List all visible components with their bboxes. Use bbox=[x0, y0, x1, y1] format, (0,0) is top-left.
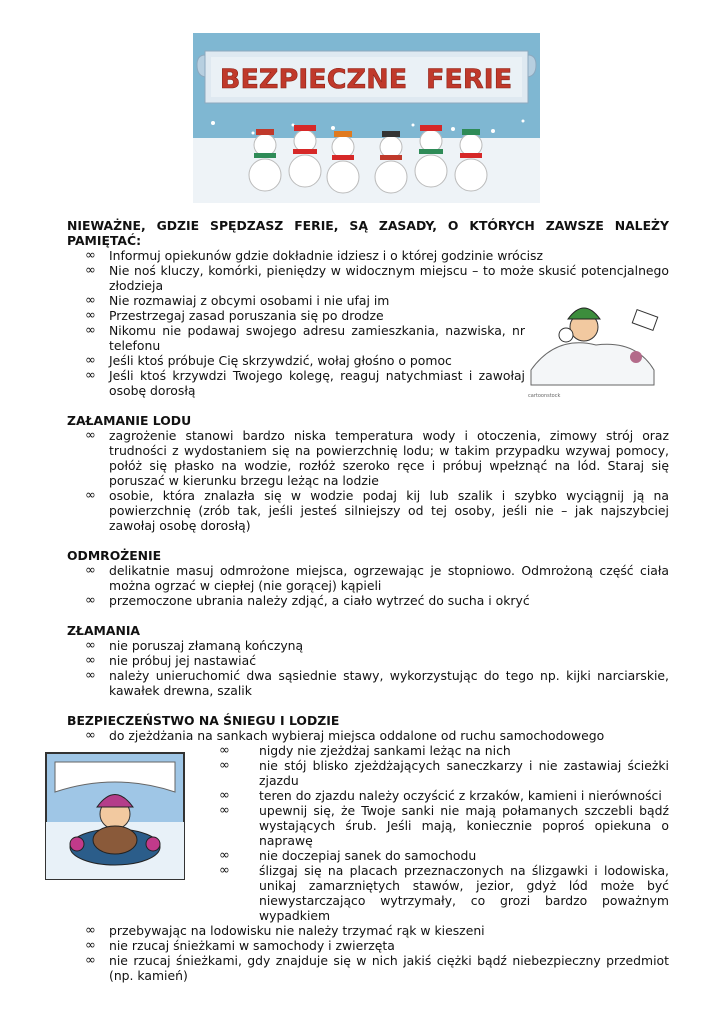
list-item: ∞ nie rzucaj śnieżkami, gdy znajduje się w nich jakiś ciężki bądź niebezpieczny przedmiot (np. kamień) bbox=[85, 953, 669, 983]
intro-heading: NIEWAŻNE, GDZIE SPĘDZASZ FERIE, SĄ ZASADY, O KTÓRYCH ZAWSZE NALEŻY PAMIĘTAĆ: bbox=[67, 218, 669, 248]
list-item: ∞ Jeśli ktoś próbuje Cię skrzywdzić, wołaj głośno o pomoc bbox=[85, 353, 452, 368]
bullet-icon: ∞ bbox=[85, 953, 96, 968]
list-item: ∞ nie próbuj jej nastawiać bbox=[85, 653, 257, 668]
snow-heading: BEZPIECZEŃSTWO NA ŚNIEGU I LODZIE bbox=[67, 713, 340, 728]
list-item: ∞ Nie noś kluczy, komórki, pieniędzy w widocznym miejscu – to może skusić potencjalnego złodzieja bbox=[85, 263, 669, 293]
bullet-icon: ∞ bbox=[85, 263, 96, 278]
bullet-icon: ∞ bbox=[85, 308, 96, 323]
list-item: ∞ delikatnie masuj odmrożone miejsca, ogrzewając je stopniowo. Odmrożoną część ciała można ogrzać w ciepłej (nie gorącej) kąpieli bbox=[85, 563, 669, 593]
bezpieczne-ferie-banner bbox=[193, 33, 540, 203]
bullet-icon: ∞ bbox=[219, 758, 230, 773]
bullet-icon: ∞ bbox=[85, 923, 96, 938]
bullet-icon: ∞ bbox=[85, 638, 96, 653]
list-item: ∞ nie poruszaj złamaną kończyną bbox=[85, 638, 304, 653]
bullet-icon: ∞ bbox=[85, 248, 96, 263]
bullet-icon: ∞ bbox=[85, 563, 96, 578]
list-item: ∞ do zjeżdżania na sankach wybieraj miejsca oddalone od ruchu samochodowego bbox=[85, 728, 605, 743]
bullet-icon: ∞ bbox=[85, 938, 96, 953]
snow-sub-list bbox=[67, 743, 669, 923]
frost-list bbox=[67, 563, 669, 608]
bullet-icon: ∞ bbox=[85, 653, 96, 668]
ice-heading: ZAŁAMANIE LODU bbox=[67, 413, 192, 428]
list-item: ∞ Jeśli ktoś krzywdzi Twojego kolegę, reaguj natychmiast i zawołaj osobę dorosłą bbox=[85, 368, 525, 398]
list-item: ∞ zagrożenie stanowi bardzo niska temperatura wody i otoczenia, zimowy strój oraz trudności z wydostaniem się na powierzchnię lodu; w takim przypadku wzywaj pomocy, połóż się płasko na wodzie, rozłóż szeroko ręce i próbuj wpełznąć na lód. Staraj się poruszać w kierunku brzegu leżąc na lodzie bbox=[85, 428, 669, 488]
snowman-caption: cartoonstock bbox=[528, 393, 561, 399]
intro-list bbox=[67, 248, 669, 293]
list-item: ∞ nie rzucaj śnieżkami w samochody i zwierzęta bbox=[85, 938, 395, 953]
bullet-icon: ∞ bbox=[219, 848, 230, 863]
list-item: ∞ Nikomu nie podawaj swojego adresu zamieszkania, nazwiska, nr telefonu bbox=[85, 323, 525, 353]
bullet-icon: ∞ bbox=[85, 668, 96, 683]
ice-list bbox=[67, 428, 669, 533]
list-item: ∞ ślizgaj się na placach przeznaczonych na ślizgawki i lodowiska, unikaj zamarzniętych stawów, jezior, gdyż lód może być niewystarczająco wytrzymały, co grozi bardzo poważnym wypadkiem bbox=[219, 863, 669, 923]
list-item: ∞ upewnij się, że Twoje sanki nie mają połamanych szczebli bądź wystających śrub. Jeśli mają, koniecznie poproś opiekuna o naprawę bbox=[219, 803, 669, 848]
bullet-icon: ∞ bbox=[85, 488, 96, 503]
bullet-icon: ∞ bbox=[85, 323, 96, 338]
list-item: ∞ nigdy nie zjeżdżaj sankami leżąc na nich bbox=[219, 743, 511, 758]
list-item: ∞ należy unieruchomić dwa sąsiednie stawy, wykorzystując do tego np. kijki narciarskie, kawałek drewna, szalik bbox=[85, 668, 669, 698]
list-item: ∞ nie stój blisko zjeżdżających saneczkarzy i nie zastawiaj ścieżki zjazdu bbox=[219, 758, 669, 788]
bullet-icon: ∞ bbox=[85, 368, 96, 383]
document-body bbox=[67, 218, 669, 983]
snow-list-first bbox=[67, 728, 669, 743]
bullet-icon: ∞ bbox=[85, 728, 96, 743]
fracture-list bbox=[67, 638, 669, 698]
bullet-icon: ∞ bbox=[85, 293, 96, 308]
banner-title: BEZPIECZNE FERIE bbox=[219, 64, 513, 95]
list-item: ∞ Informuj opiekunów gdzie dokładnie idziesz i o której godzinie wrócisz bbox=[85, 248, 543, 263]
snow-list bbox=[67, 923, 669, 983]
frost-heading: ODMROŻENIE bbox=[67, 548, 162, 563]
bullet-icon: ∞ bbox=[85, 428, 96, 443]
bullet-icon: ∞ bbox=[219, 788, 230, 803]
list-item: ∞ teren do zjazdu należy oczyścić z krzaków, kamieni i nierówności bbox=[219, 788, 662, 803]
list-item: ∞ Nie rozmawiaj z obcymi osobami i nie ufaj im bbox=[85, 293, 390, 308]
list-item: ∞ Przestrzegaj zasad poruszania się po drodze bbox=[85, 308, 384, 323]
bullet-icon: ∞ bbox=[85, 353, 96, 368]
bullet-icon: ∞ bbox=[219, 863, 230, 878]
fracture-heading: ZŁAMANIA bbox=[67, 623, 141, 638]
list-item: ∞ osobie, która znalazła się w wodzie podaj kij lub szalik i szybko wyciągnij ją na powierzchnię (zrób tak, jeśli jesteś silniejszy od tej osoby, jeśli nie – jak najszybciej zawołaj osobę dorosłą) bbox=[85, 488, 669, 533]
banner-snow bbox=[193, 138, 540, 203]
bullet-icon: ∞ bbox=[85, 593, 96, 608]
list-item: ∞ przemoczone ubrania należy zdjąć, a ciało wytrzeć do sucha i okryć bbox=[85, 593, 530, 608]
bullet-icon: ∞ bbox=[219, 803, 230, 818]
intro-list-narrow bbox=[67, 293, 669, 398]
list-item: ∞ nie doczepiaj sanek do samochodu bbox=[219, 848, 477, 863]
bullet-icon: ∞ bbox=[219, 743, 230, 758]
list-item: ∞ przebywając na lodowisku nie należy trzymać rąk w kieszeni bbox=[85, 923, 485, 938]
